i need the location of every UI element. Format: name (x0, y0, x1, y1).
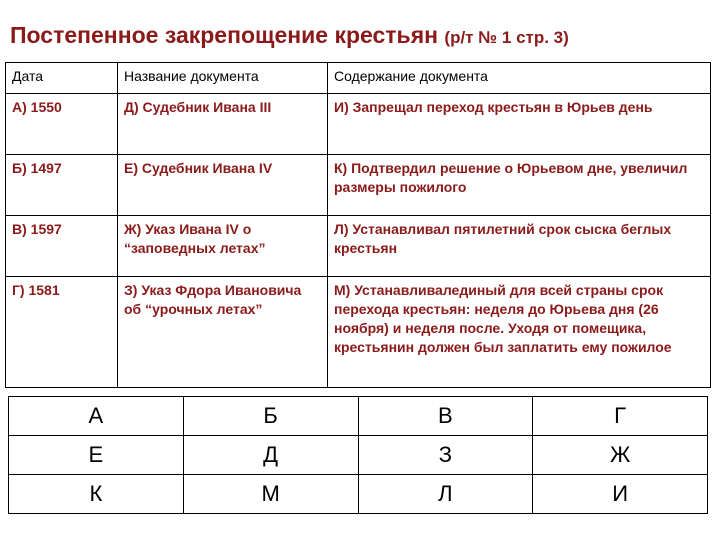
documents-table (5, 62, 711, 388)
table-row (6, 216, 711, 277)
answer-cell: Л (358, 475, 533, 514)
answer-cell: Г (533, 397, 708, 436)
table-row (6, 155, 711, 216)
answers-row (9, 475, 708, 514)
table-row (6, 277, 711, 388)
cell-document-content: Л) Устанавливал пятилетний срок сыска беглых крестьян (328, 216, 711, 277)
cell-date: В) 1597 (6, 216, 118, 277)
page-title (10, 22, 569, 49)
cell-document-content: М) Устанавливалединый для всей страны срок перехода крестьян: неделя до Юрьева дня (26 ноября) и неделя после. Уходя от помещика, крестьянин должен был заплатить ему пожилое (328, 277, 711, 388)
answer-cell: Д (183, 436, 358, 475)
cell-date: Б) 1497 (6, 155, 118, 216)
answer-cell: Е (9, 436, 184, 475)
header-date: Дата (6, 63, 118, 94)
header-document-content: Содержание документа (328, 63, 711, 94)
answer-cell: К (9, 475, 184, 514)
title-subtitle: (р/т № 1 стр. 3) (444, 28, 569, 47)
cell-document-content: К) Подтвердил решение о Юрьевом дне, увеличил размеры пожилого (328, 155, 711, 216)
answers-row (9, 397, 708, 436)
answers-row (9, 436, 708, 475)
cell-document-content: И) Запрещал переход крестьян в Юрьев день (328, 94, 711, 155)
answer-cell: В (358, 397, 533, 436)
cell-document-name: Д) Судебник Ивана III (118, 94, 328, 155)
cell-document-name: З) Указ Фдора Ивановича об “урочных летах” (118, 277, 328, 388)
answer-cell: И (533, 475, 708, 514)
answer-cell: З (358, 436, 533, 475)
cell-date: А) 1550 (6, 94, 118, 155)
table-row (6, 94, 711, 155)
answer-cell: М (183, 475, 358, 514)
header-document-name: Название документа (118, 63, 328, 94)
title-main: Постепенное закрепощение крестьян (10, 22, 439, 48)
cell-date: Г) 1581 (6, 277, 118, 388)
answer-cell: Б (183, 397, 358, 436)
table-header-row (6, 63, 711, 94)
cell-document-name: Е) Судебник Ивана IV (118, 155, 328, 216)
answer-cell: А (9, 397, 184, 436)
answer-cell: Ж (533, 436, 708, 475)
answers-table (8, 396, 708, 514)
cell-document-name: Ж) Указ Ивана IV о “заповедных летах” (118, 216, 328, 277)
